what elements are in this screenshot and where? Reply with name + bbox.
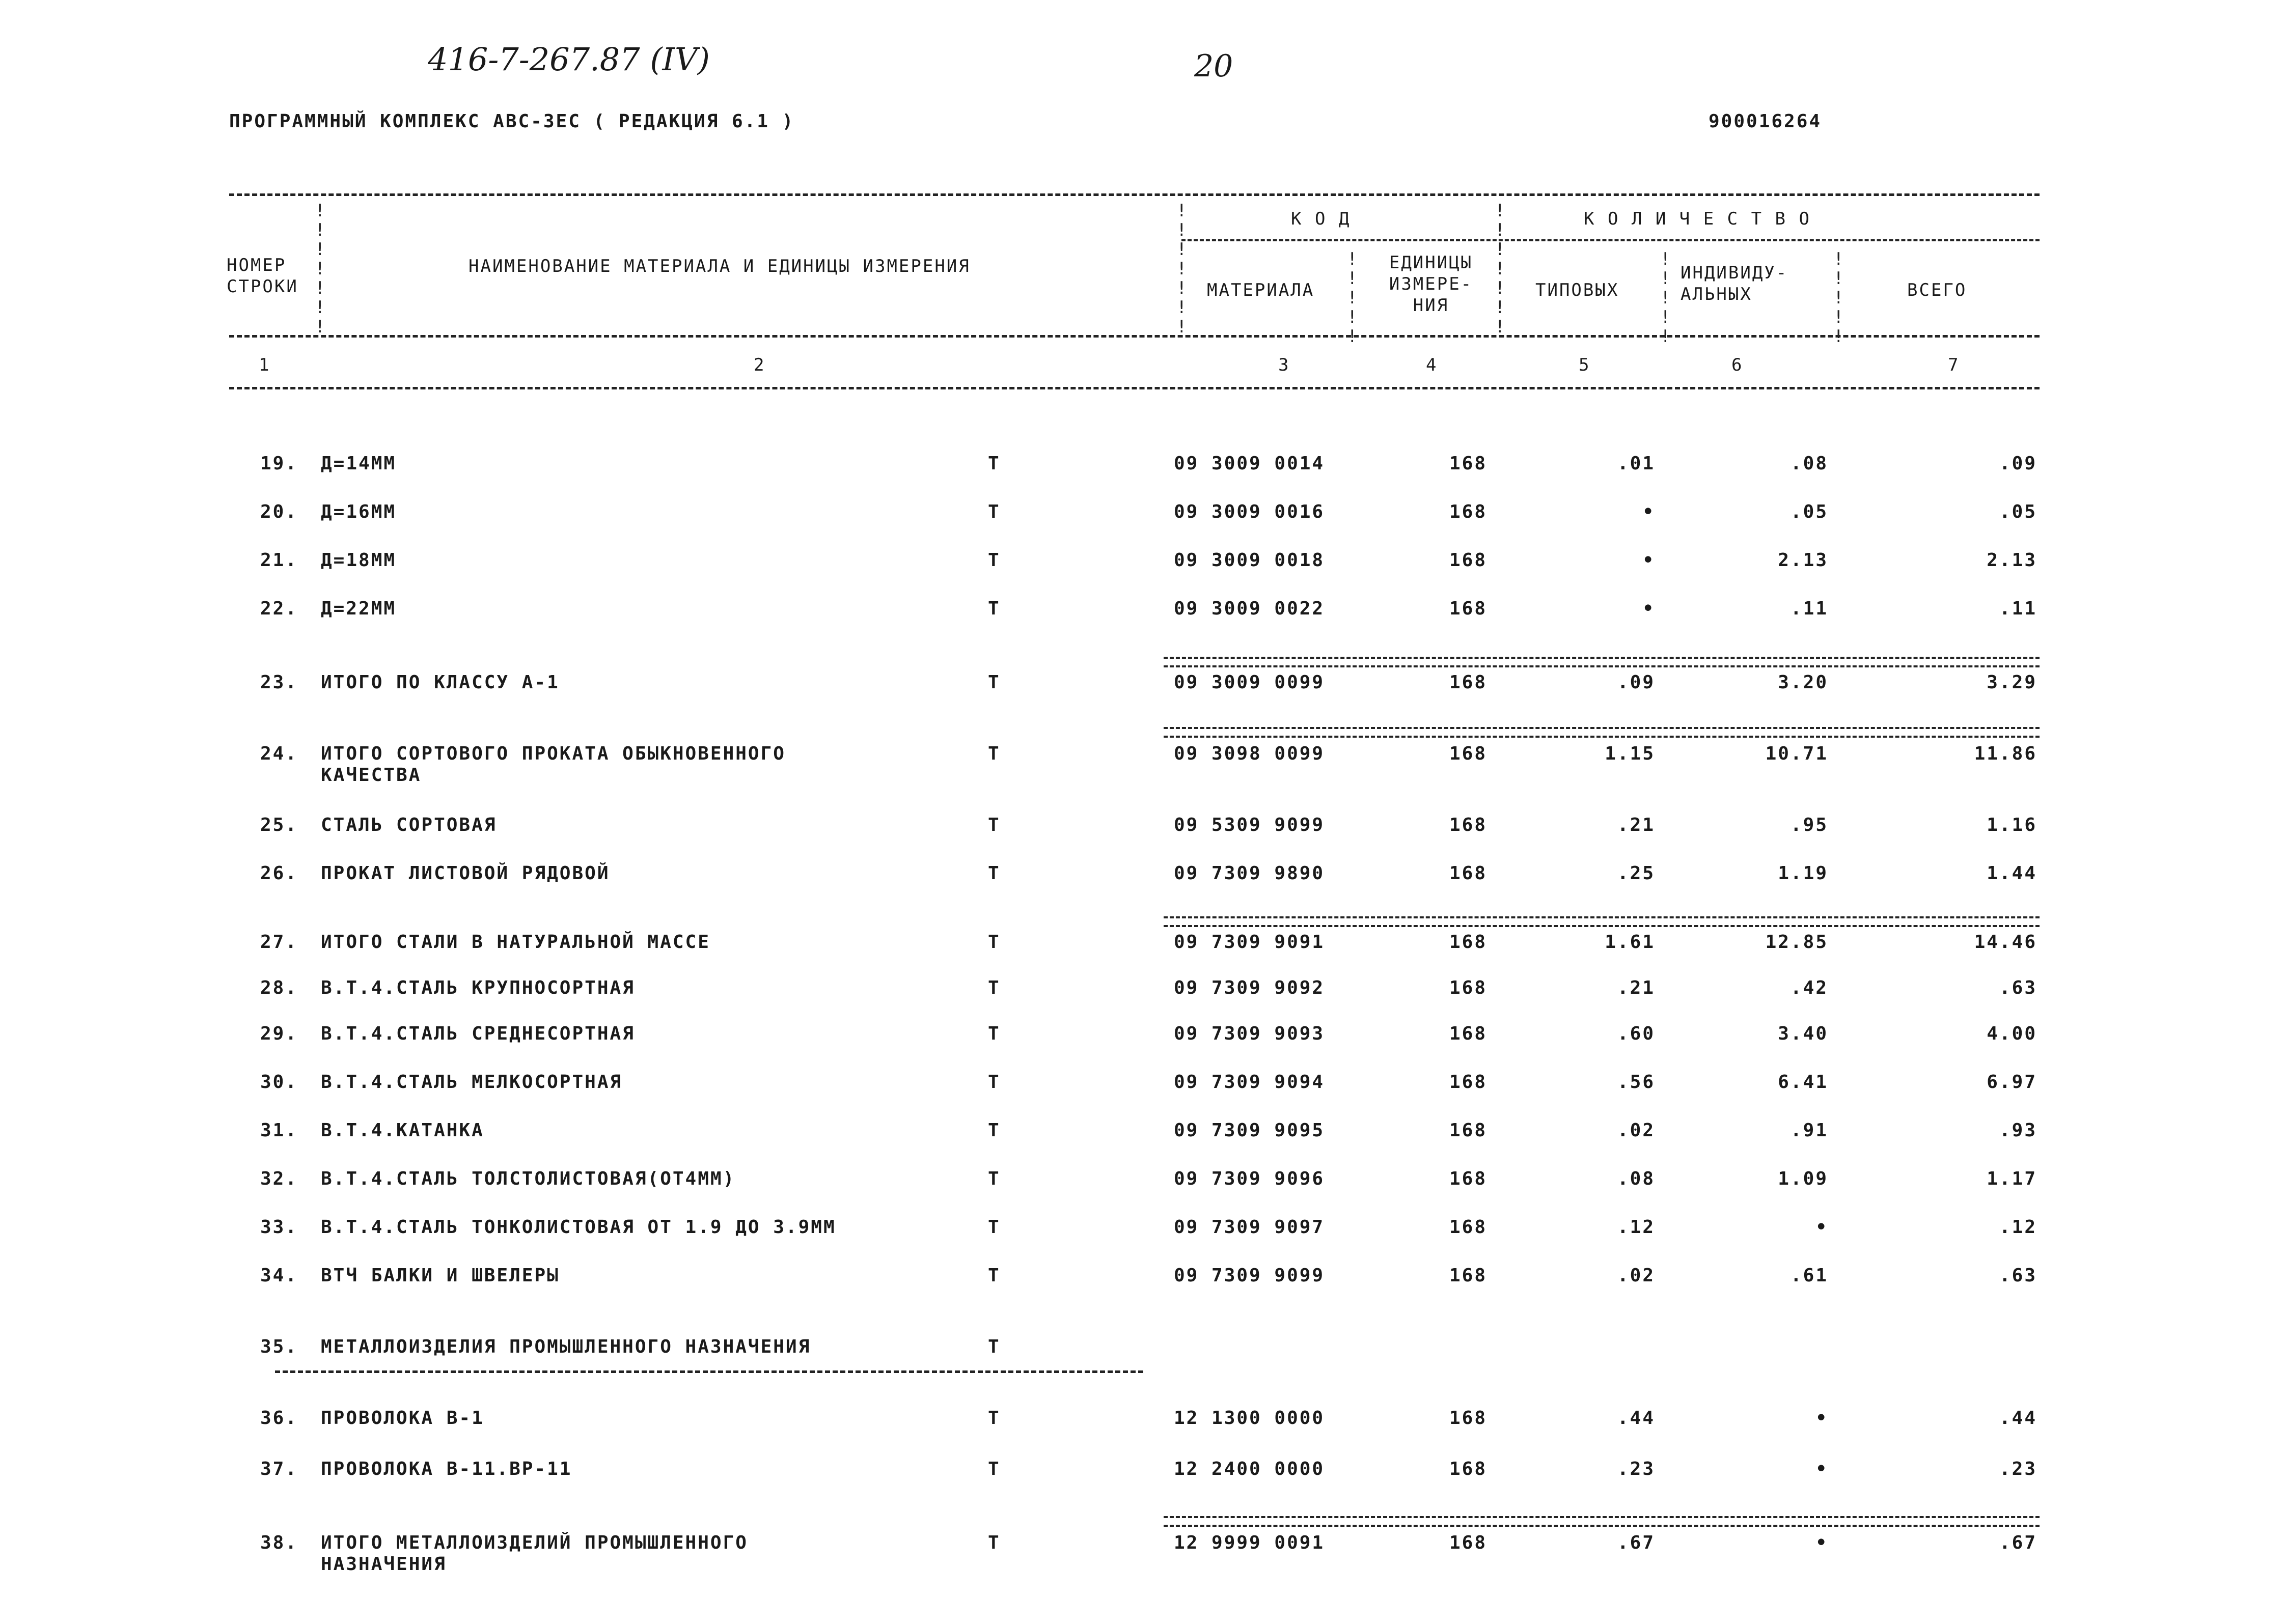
row-number: 20. <box>260 501 298 522</box>
qty-total: 14.46 <box>1974 932 2037 953</box>
unit-code: 168 <box>1449 550 1487 571</box>
qty-total: 1.16 <box>1987 815 2037 835</box>
table-row <box>0 1168 2286 1209</box>
col-qty-header: К О Л И Ч Е С Т В О <box>1584 209 1811 229</box>
row-number: 38. <box>260 1532 298 1553</box>
table-row <box>0 1265 2286 1306</box>
row-number: 19. <box>260 453 298 474</box>
unit-code: 168 <box>1449 1532 1487 1553</box>
sep-4: ! ! ! ! ! ! ! <box>1495 201 1505 337</box>
unit-code: 168 <box>1449 1168 1487 1189</box>
unit-code: 168 <box>1449 1459 1487 1479</box>
measure-unit: Т <box>988 932 1001 953</box>
material-name: В.Т.4.КАТАНКА <box>321 1120 484 1141</box>
col-name-header: НАИМЕНОВАНИЕ МАТЕРИАЛА И ЕДИНИЦЫ ИЗМЕРЕНИЯ <box>469 256 971 276</box>
material-name-continued: НАЗНАЧЕНИЯ <box>321 1554 447 1575</box>
qty-individual: .11 <box>1790 598 1828 619</box>
material-name: Д=18ММ <box>321 550 397 571</box>
qty-individual: 1.09 <box>1778 1168 1828 1189</box>
qty-individual: .91 <box>1790 1120 1828 1141</box>
material-code: 09 7309 9099 <box>1174 1265 1325 1286</box>
qty-total: .63 <box>1999 977 2037 998</box>
qty-typical: .21 <box>1617 815 1655 835</box>
measure-unit: Т <box>988 863 1001 884</box>
header-mid-rule <box>229 335 2040 338</box>
kod-subrule <box>1181 239 2040 241</box>
unit-code: 168 <box>1449 672 1487 693</box>
table-row <box>0 1408 2286 1448</box>
qty-total: .05 <box>1999 501 2037 522</box>
qty-total: 1.17 <box>1987 1168 2037 1189</box>
qty-total: 1.44 <box>1987 863 2037 884</box>
qty-typical: .02 <box>1617 1265 1655 1286</box>
material-code: 09 7309 9096 <box>1174 1168 1325 1189</box>
unit-code: 168 <box>1449 815 1487 835</box>
table-row <box>0 1532 2286 1573</box>
table-row <box>0 743 2286 784</box>
qty-typical: .56 <box>1617 1072 1655 1093</box>
table-row <box>0 815 2286 855</box>
material-code: 09 7309 9093 <box>1174 1023 1325 1044</box>
row-number: 34. <box>260 1265 298 1286</box>
qty-typical: .08 <box>1617 1168 1655 1189</box>
qty-typical: • <box>1642 598 1655 619</box>
qty-total: .09 <box>1999 453 2037 474</box>
qty-typical: .01 <box>1617 453 1655 474</box>
measure-unit: Т <box>988 1532 1001 1553</box>
table-row <box>0 863 2286 904</box>
qty-typical: .67 <box>1617 1532 1655 1553</box>
document-stamp: 416-7-267.87 (IV) <box>428 41 710 78</box>
material-name: В.Т.4.СТАЛЬ СРЕДНЕСОРТНАЯ <box>321 1023 635 1044</box>
material-name-continued: КАЧЕСТВА <box>321 765 422 786</box>
material-code: 12 2400 0000 <box>1174 1459 1325 1479</box>
qty-total: .44 <box>1999 1408 2037 1429</box>
page-number: 20 <box>1194 48 1233 84</box>
qty-total: .11 <box>1999 598 2037 619</box>
material-code: 09 3009 0018 <box>1174 550 1325 571</box>
qty-typical: .25 <box>1617 863 1655 884</box>
row-number: 33. <box>260 1217 298 1238</box>
qty-typical: .21 <box>1617 977 1655 998</box>
col-kod-unit-header: ЕДИНИЦЫ ИЗМЕРЕ- НИЯ <box>1389 253 1473 316</box>
material-name: В.Т.4.СТАЛЬ ТОЛСТОЛИСТОВАЯ(ОТ4ММ) <box>321 1168 736 1189</box>
material-name: Д=14ММ <box>321 453 397 474</box>
col-qty-total-header: ВСЕГО <box>1907 280 1967 300</box>
document-number: 900016264 <box>1709 111 1822 132</box>
measure-unit: Т <box>988 1023 1001 1044</box>
col-index-7: 7 <box>1948 355 1960 375</box>
col-index-3: 3 <box>1278 355 1290 375</box>
table-row <box>0 1023 2286 1064</box>
qty-total: 2.13 <box>1987 550 2037 571</box>
qty-typical: .60 <box>1617 1023 1655 1044</box>
row-number: 26. <box>260 863 298 884</box>
table-row <box>0 1217 2286 1257</box>
material-name: ИТОГО СОРТОВОГО ПРОКАТА ОБЫКНОВЕННОГО <box>321 743 786 764</box>
row-number: 31. <box>260 1120 298 1141</box>
material-code: 09 3009 0099 <box>1174 672 1325 693</box>
unit-code: 168 <box>1449 1023 1487 1044</box>
qty-total: 4.00 <box>1987 1023 2037 1044</box>
measure-unit: Т <box>988 977 1001 998</box>
col-num-header: НОМЕР СТРОКИ <box>227 255 298 297</box>
material-name: ИТОГО СТАЛИ В НАТУРАЛЬНОЙ МАССЕ <box>321 932 710 953</box>
qty-individual: • <box>1815 1408 1828 1429</box>
measure-unit: Т <box>988 1120 1001 1141</box>
unit-code: 168 <box>1449 1217 1487 1238</box>
material-code: 09 7309 9094 <box>1174 1072 1325 1093</box>
material-name: ИТОГО МЕТАЛЛОИЗДЕЛИЙ ПРОМЫШЛЕННОГО <box>321 1532 748 1553</box>
row-number: 22. <box>260 598 298 619</box>
row-number: 36. <box>260 1408 298 1429</box>
qty-individual: .42 <box>1790 977 1828 998</box>
qty-individual: .61 <box>1790 1265 1828 1286</box>
col-index-6: 6 <box>1731 355 1744 375</box>
qty-total: 11.86 <box>1974 743 2037 764</box>
measure-unit: Т <box>988 1072 1001 1093</box>
measure-unit: Т <box>988 815 1001 835</box>
qty-typical: .02 <box>1617 1120 1655 1141</box>
material-name: ПРОКАТ ЛИСТОВОЙ РЯДОВОЙ <box>321 863 610 884</box>
sep-5: ! ! ! ! ! <box>1660 249 1671 347</box>
unit-code: 168 <box>1449 1072 1487 1093</box>
qty-individual: .05 <box>1790 501 1828 522</box>
col-kod-header: К О Д <box>1291 209 1351 229</box>
material-code: 09 7309 9890 <box>1174 863 1325 884</box>
sep-1: ! ! ! ! ! ! ! <box>315 201 325 337</box>
col-qty-individual-header: ИНДИВИДУ- АЛЬНЫХ <box>1681 263 1788 304</box>
measure-unit: Т <box>988 1217 1001 1238</box>
material-code: 09 7309 9091 <box>1174 932 1325 953</box>
unit-code: 168 <box>1449 1265 1487 1286</box>
unit-code: 168 <box>1449 1120 1487 1141</box>
row-number: 28. <box>260 977 298 998</box>
measure-unit: Т <box>988 1265 1001 1286</box>
measure-unit: Т <box>988 453 1001 474</box>
sep-2: ! ! ! ! ! ! ! <box>1176 201 1187 337</box>
table-row <box>0 1120 2286 1161</box>
material-name: Д=22ММ <box>321 598 397 619</box>
sep-6: ! ! ! ! ! <box>1833 249 1844 347</box>
material-name: В.Т.4.СТАЛЬ ТОНКОЛИСТОВАЯ ОТ 1.9 ДО 3.9ММ <box>321 1217 836 1238</box>
qty-total: .93 <box>1999 1120 2037 1141</box>
qty-individual: 2.13 <box>1778 550 1828 571</box>
row-number: 30. <box>260 1072 298 1093</box>
qty-individual: .08 <box>1790 453 1828 474</box>
qty-total: 6.97 <box>1987 1072 2037 1093</box>
total-rule-24 <box>1164 727 2040 738</box>
row-number: 24. <box>260 743 298 764</box>
material-code: 09 3009 0022 <box>1174 598 1325 619</box>
measure-unit: Т <box>988 501 1001 522</box>
table-row <box>0 598 2286 639</box>
row-number: 32. <box>260 1168 298 1189</box>
material-name: ВТЧ БАЛКИ И ШВЕЛЕРЫ <box>321 1265 560 1286</box>
measure-unit: Т <box>988 1408 1001 1429</box>
material-code: 09 7309 9092 <box>1174 977 1325 998</box>
qty-individual: • <box>1815 1217 1828 1238</box>
qty-individual: • <box>1815 1532 1828 1553</box>
unit-code: 168 <box>1449 977 1487 998</box>
qty-typical: • <box>1642 550 1655 571</box>
table-row <box>0 550 2286 591</box>
table-row <box>0 1336 2286 1377</box>
qty-individual: 12.85 <box>1765 932 1828 953</box>
qty-individual: 3.20 <box>1778 672 1828 693</box>
material-name: Д=16ММ <box>321 501 397 522</box>
measure-unit: Т <box>988 1459 1001 1479</box>
measure-unit: Т <box>988 1168 1001 1189</box>
material-code: 09 5309 9099 <box>1174 815 1325 835</box>
material-code: 09 3098 0099 <box>1174 743 1325 764</box>
table-row <box>0 501 2286 542</box>
total-rule-38 <box>1164 1516 2040 1527</box>
qty-typical: • <box>1642 501 1655 522</box>
table-row <box>0 932 2286 972</box>
unit-code: 168 <box>1449 501 1487 522</box>
row-number: 25. <box>260 815 298 835</box>
table-row <box>0 672 2286 713</box>
qty-individual: .95 <box>1790 815 1828 835</box>
table-row <box>0 977 2286 1018</box>
material-code: 09 7309 9095 <box>1174 1120 1325 1141</box>
material-name: СТАЛЬ СОРТОВАЯ <box>321 815 497 835</box>
qty-individual: 1.19 <box>1778 863 1828 884</box>
material-code: 12 9999 0091 <box>1174 1532 1325 1553</box>
row-number: 29. <box>260 1023 298 1044</box>
row-number: 21. <box>260 550 298 571</box>
unit-code: 168 <box>1449 598 1487 619</box>
col-kod-material-header: МАТЕРИАЛА <box>1207 280 1315 300</box>
qty-typical: .44 <box>1617 1408 1655 1429</box>
qty-total: .63 <box>1999 1265 2037 1286</box>
material-code: 12 1300 0000 <box>1174 1408 1325 1429</box>
measure-unit: Т <box>988 550 1001 571</box>
measure-unit: Т <box>988 743 1001 764</box>
qty-total: .23 <box>1999 1459 2037 1479</box>
qty-typical: .09 <box>1617 672 1655 693</box>
qty-typical: .12 <box>1617 1217 1655 1238</box>
material-code: 09 7309 9097 <box>1174 1217 1325 1238</box>
material-name: ПРОВОЛОКА В-11.ВР-11 <box>321 1459 572 1479</box>
qty-individual: 3.40 <box>1778 1023 1828 1044</box>
qty-typical: 1.15 <box>1605 743 1655 764</box>
unit-code: 168 <box>1449 1408 1487 1429</box>
qty-typical: .23 <box>1617 1459 1655 1479</box>
material-name: ИТОГО ПО КЛАССУ А-1 <box>321 672 560 693</box>
material-name: В.Т.4.СТАЛЬ МЕЛКОСОРТНАЯ <box>321 1072 623 1093</box>
col-index-4: 4 <box>1426 355 1438 375</box>
unit-code: 168 <box>1449 863 1487 884</box>
qty-typical: 1.61 <box>1605 932 1655 953</box>
qty-individual: • <box>1815 1459 1828 1479</box>
total-rule-27 <box>1164 916 2040 927</box>
measure-unit: Т <box>988 598 1001 619</box>
table-row <box>0 453 2286 494</box>
header-bottom-rule <box>229 387 2040 389</box>
measure-unit: Т <box>988 672 1001 693</box>
unit-code: 168 <box>1449 932 1487 953</box>
material-code: 09 3009 0016 <box>1174 501 1325 522</box>
unit-code: 168 <box>1449 743 1487 764</box>
material-code: 09 3009 0014 <box>1174 453 1325 474</box>
table-row <box>0 1072 2286 1112</box>
row-number: 27. <box>260 932 298 953</box>
row-number: 23. <box>260 672 298 693</box>
table-row <box>0 1459 2286 1499</box>
material-name: МЕТАЛЛОИЗДЕЛИЯ ПРОМЫШЛЕННОГО НАЗНАЧЕНИЯ <box>321 1336 811 1357</box>
material-name: ПРОВОЛОКА В-1 <box>321 1408 484 1429</box>
row-number: 35. <box>260 1336 298 1357</box>
qty-individual: 6.41 <box>1778 1072 1828 1093</box>
sep-3: ! ! ! ! ! <box>1347 249 1358 347</box>
qty-total: 3.29 <box>1987 672 2037 693</box>
material-name: В.Т.4.СТАЛЬ КРУПНОСОРТНАЯ <box>321 977 635 998</box>
total-rule-23 <box>1164 657 2040 667</box>
qty-total: .67 <box>1999 1532 2037 1553</box>
col-index-1: 1 <box>259 355 271 375</box>
col-index-2: 2 <box>754 355 766 375</box>
col-qty-typical-header: ТИПОВЫХ <box>1535 280 1619 300</box>
measure-unit: Т <box>988 1336 1001 1357</box>
header-top-rule <box>229 193 2040 196</box>
qty-total: .12 <box>1999 1217 2037 1238</box>
qty-individual: 10.71 <box>1765 743 1828 764</box>
row-number: 37. <box>260 1459 298 1479</box>
unit-code: 168 <box>1449 453 1487 474</box>
col-index-5: 5 <box>1579 355 1591 375</box>
program-title: ПРОГРАММНЫЙ КОМПЛЕКС АВС-3ЕС ( РЕДАКЦИЯ 6.1 ) <box>229 111 795 132</box>
